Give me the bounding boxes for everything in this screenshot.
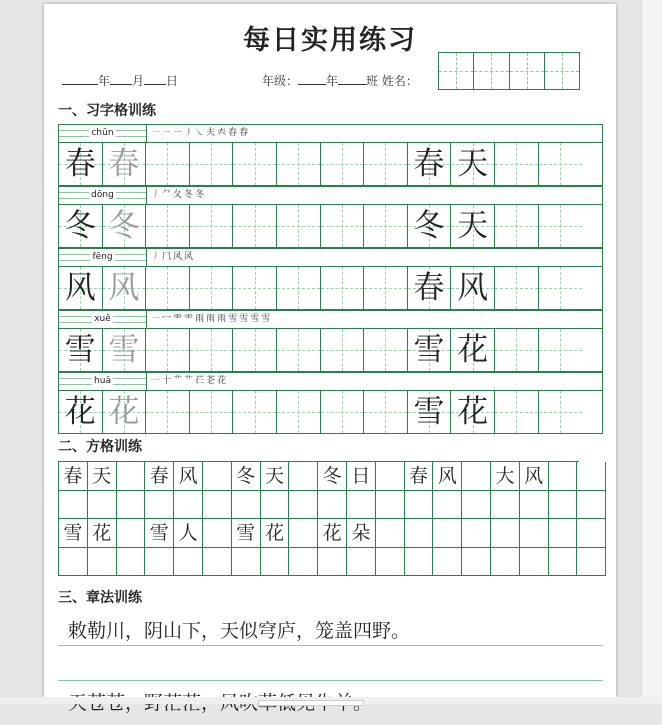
stroke-step: 十 xyxy=(162,376,174,386)
square-cell[interactable]: 雪 xyxy=(59,519,88,548)
model-character: 冬 xyxy=(413,208,445,244)
square-cell[interactable] xyxy=(174,491,203,520)
stroke-step: 丿 xyxy=(151,190,163,200)
square-cell[interactable] xyxy=(261,548,290,577)
square-cell[interactable] xyxy=(577,519,606,548)
tian-grid-cell[interactable] xyxy=(495,205,539,247)
square-cell[interactable] xyxy=(491,548,520,577)
square-cell[interactable]: 风 xyxy=(433,462,462,491)
square-cell[interactable] xyxy=(117,462,146,491)
character-row xyxy=(58,328,603,372)
stroke-step: ㇏ xyxy=(195,128,207,138)
pinyin-row xyxy=(58,186,603,204)
tian-grid-cell[interactable] xyxy=(364,391,408,433)
square-row xyxy=(59,519,579,548)
model-character: 雪 xyxy=(413,332,445,368)
stroke-step: 夂 xyxy=(173,190,185,200)
square-cell[interactable] xyxy=(88,548,117,577)
tian-grid-cell[interactable] xyxy=(103,391,147,433)
grade-line xyxy=(262,72,418,89)
practice-row xyxy=(58,124,603,186)
tian-grid-cell[interactable] xyxy=(59,391,103,433)
practice-row xyxy=(58,310,603,372)
pinyin-text: fēng xyxy=(92,252,113,262)
square-cell[interactable] xyxy=(549,548,578,577)
practice-row xyxy=(58,248,603,310)
tian-grid-cell[interactable] xyxy=(277,329,321,371)
practice-row xyxy=(58,372,603,434)
square-cell[interactable] xyxy=(59,548,88,577)
tian-grid-cell[interactable] xyxy=(539,143,583,185)
tian-grid-cell[interactable] xyxy=(321,205,365,247)
pinyin-text: huā xyxy=(94,376,111,386)
square-cell[interactable]: 春 xyxy=(145,462,174,491)
square-cell[interactable] xyxy=(462,462,491,491)
tian-grid-cell[interactable] xyxy=(495,267,539,309)
pinyin-cell xyxy=(59,187,147,204)
tian-grid-cell[interactable] xyxy=(408,267,452,309)
tian-grid-cell[interactable] xyxy=(451,329,495,371)
square-cell[interactable] xyxy=(376,491,405,520)
tian-grid-cell[interactable] xyxy=(495,329,539,371)
stroke-step: 冬 xyxy=(195,190,207,200)
square-cell[interactable] xyxy=(232,491,261,520)
stroke-order xyxy=(147,125,602,142)
page-thumbnail[interactable] xyxy=(258,700,364,706)
tian-grid-cell[interactable] xyxy=(190,391,234,433)
stroke-step: 风 xyxy=(184,252,196,262)
character-row xyxy=(58,266,603,310)
square-cell[interactable] xyxy=(491,519,520,548)
tian-grid-cell[interactable] xyxy=(277,267,321,309)
model-character: 天 xyxy=(457,208,489,244)
square-cell[interactable]: 雪 xyxy=(232,519,261,548)
trace-character: 风 xyxy=(108,270,140,306)
month-label: 月 xyxy=(132,74,145,88)
tian-grid-cell[interactable] xyxy=(277,143,321,185)
trace-character: 花 xyxy=(108,394,140,430)
square-cell[interactable] xyxy=(347,548,376,577)
square-cell[interactable]: 冬 xyxy=(318,462,347,491)
tian-grid-cell[interactable] xyxy=(321,329,365,371)
square-cell[interactable] xyxy=(549,491,578,520)
square-cell[interactable] xyxy=(520,548,549,577)
square-cell[interactable] xyxy=(117,548,146,577)
tian-grid-cell[interactable] xyxy=(59,143,103,185)
tian-grid-cell[interactable] xyxy=(190,329,234,371)
tian-grid-cell[interactable] xyxy=(408,143,452,185)
tian-grid-cell[interactable] xyxy=(59,267,103,309)
model-character: 春 xyxy=(413,146,445,182)
stroke-step: ⻗ xyxy=(184,314,196,324)
tian-grid-cell[interactable] xyxy=(190,143,234,185)
name-boxes[interactable] xyxy=(438,52,580,90)
square-cell[interactable]: 日 xyxy=(347,462,376,491)
square-cell[interactable]: 天 xyxy=(261,462,290,491)
square-cell[interactable] xyxy=(289,462,318,491)
square-cell[interactable] xyxy=(433,491,462,520)
character-row xyxy=(58,390,603,434)
square-cell[interactable]: 风 xyxy=(520,462,549,491)
model-character: 花 xyxy=(457,394,489,430)
stroke-step: 雨 xyxy=(206,314,218,324)
tian-grid-cell[interactable] xyxy=(539,267,583,309)
tian-grid-cell[interactable] xyxy=(233,391,277,433)
tian-grid-cell[interactable] xyxy=(364,329,408,371)
square-cell[interactable] xyxy=(174,548,203,577)
character-row xyxy=(58,204,603,248)
square-cell[interactable] xyxy=(145,548,174,577)
date-line xyxy=(62,72,178,89)
square-row xyxy=(59,548,579,577)
square-cell[interactable]: 冬 xyxy=(232,462,261,491)
character-practice-grid xyxy=(58,124,603,434)
model-character: 春 xyxy=(64,146,96,182)
square-cell[interactable] xyxy=(318,548,347,577)
tian-grid-cell[interactable] xyxy=(451,267,495,309)
tian-grid-cell[interactable] xyxy=(321,391,365,433)
square-cell[interactable] xyxy=(59,491,88,520)
model-character: 风 xyxy=(64,270,96,306)
tian-grid-cell[interactable] xyxy=(59,329,103,371)
square-cell[interactable] xyxy=(549,519,578,548)
stroke-step: ㇐ xyxy=(151,128,163,138)
stroke-step: 芲 xyxy=(206,376,218,386)
square-cell[interactable]: 天 xyxy=(88,462,117,491)
model-character: 冬 xyxy=(64,208,96,244)
tian-grid-cell[interactable] xyxy=(103,329,147,371)
stroke-step: 春 xyxy=(239,128,251,138)
square-grid xyxy=(58,461,579,576)
trace-character: 春 xyxy=(108,146,140,182)
name-label: 姓名： xyxy=(381,74,418,88)
square-cell[interactable] xyxy=(203,519,232,548)
square-cell[interactable] xyxy=(261,491,290,520)
page-title: 每日实用练习 xyxy=(243,25,417,56)
model-character: 花 xyxy=(64,394,96,430)
square-cell[interactable]: 春 xyxy=(59,462,88,491)
square-row xyxy=(59,462,579,491)
pinyin-cell xyxy=(59,125,147,142)
stroke-step: 花 xyxy=(217,376,229,386)
square-cell[interactable] xyxy=(289,519,318,548)
square-cell[interactable]: 风 xyxy=(174,462,203,491)
square-cell[interactable] xyxy=(376,519,405,548)
square-cell[interactable] xyxy=(203,491,232,520)
square-cell[interactable] xyxy=(462,548,491,577)
model-character: 花 xyxy=(457,332,489,368)
stroke-step: 丿 xyxy=(184,128,196,138)
pinyin-row xyxy=(58,124,603,142)
square-cell[interactable] xyxy=(289,548,318,577)
square-cell[interactable] xyxy=(88,491,117,520)
square-cell[interactable]: 花 xyxy=(88,519,117,548)
tian-grid-cell[interactable] xyxy=(321,267,365,309)
square-cell[interactable] xyxy=(405,491,434,520)
stroke-step: 春 xyxy=(228,128,240,138)
stroke-step: 雨 xyxy=(195,314,207,324)
stroke-step: ㇐ xyxy=(162,128,174,138)
square-cell[interactable]: 花 xyxy=(318,519,347,548)
square-cell[interactable]: 春 xyxy=(405,462,434,491)
pinyin-text: xuě xyxy=(94,314,111,324)
tian-grid-cell[interactable] xyxy=(146,143,190,185)
section-1-heading: 一、习字格训练 xyxy=(58,103,156,119)
stroke-order xyxy=(147,373,602,390)
tian-grid-cell[interactable] xyxy=(364,143,408,185)
square-cell[interactable] xyxy=(232,548,261,577)
pinyin-cell xyxy=(59,249,147,266)
stroke-step: 𡗗 xyxy=(217,128,229,138)
stroke-step: 风 xyxy=(173,252,185,262)
pinyin-row xyxy=(58,372,603,390)
square-cell[interactable] xyxy=(577,491,606,520)
tian-grid-cell[interactable] xyxy=(146,391,190,433)
tian-grid-cell[interactable] xyxy=(190,267,234,309)
square-cell[interactable] xyxy=(318,491,347,520)
stroke-order xyxy=(147,311,602,328)
tian-grid-cell[interactable] xyxy=(408,205,452,247)
trace-character: 雪 xyxy=(108,332,140,368)
square-cell[interactable] xyxy=(433,519,462,548)
character-row xyxy=(58,142,603,186)
class-label: 班 xyxy=(366,74,379,88)
practice-row xyxy=(58,186,603,248)
stroke-order xyxy=(147,187,602,204)
section-2-heading: 二、方格训练 xyxy=(58,439,142,455)
square-cell[interactable] xyxy=(462,491,491,520)
day-label: 日 xyxy=(166,74,179,88)
year-label: 年 xyxy=(98,74,111,88)
vertical-scrollbar[interactable] xyxy=(641,0,662,704)
trace-character: 冬 xyxy=(108,208,140,244)
square-cell[interactable] xyxy=(145,491,174,520)
tian-grid-cell[interactable] xyxy=(233,143,277,185)
square-cell[interactable] xyxy=(117,519,146,548)
stroke-step: 冬 xyxy=(184,190,196,200)
tian-grid-cell[interactable] xyxy=(146,267,190,309)
stroke-step: 一 xyxy=(151,376,163,386)
stroke-order xyxy=(147,249,602,266)
stroke-step: ㇐ xyxy=(151,314,163,324)
tian-grid-cell[interactable] xyxy=(233,205,277,247)
stroke-step: 艹 xyxy=(173,376,185,386)
tian-grid-cell[interactable] xyxy=(495,143,539,185)
stroke-step: 艹 xyxy=(184,376,196,386)
square-cell[interactable] xyxy=(289,491,318,520)
square-cell[interactable] xyxy=(491,491,520,520)
pinyin-text: dōng xyxy=(91,190,114,200)
tian-grid-cell[interactable] xyxy=(233,329,277,371)
model-character: 雪 xyxy=(413,394,445,430)
tian-grid-cell[interactable] xyxy=(364,205,408,247)
tian-grid-cell[interactable] xyxy=(364,267,408,309)
stroke-step: 雨 xyxy=(217,314,229,324)
tian-grid-cell[interactable] xyxy=(408,329,452,371)
square-cell[interactable] xyxy=(520,491,549,520)
stroke-step: 夫 xyxy=(206,128,218,138)
stroke-step: 丿 xyxy=(151,252,163,262)
stroke-step: ㇐ xyxy=(173,128,185,138)
square-cell[interactable] xyxy=(520,519,549,548)
grade-year-label: 年 xyxy=(326,74,339,88)
tian-grid-cell[interactable] xyxy=(233,267,277,309)
square-cell[interactable]: 雪 xyxy=(145,519,174,548)
model-character: 春 xyxy=(413,270,445,306)
square-cell[interactable] xyxy=(433,548,462,577)
worksheet-page xyxy=(44,4,616,698)
tian-grid-cell[interactable] xyxy=(59,205,103,247)
pinyin-row xyxy=(58,310,603,328)
square-cell[interactable] xyxy=(577,548,606,577)
square-cell[interactable] xyxy=(549,462,578,491)
stroke-step: ⻗ xyxy=(173,314,185,324)
grade-label: 年级： xyxy=(262,74,299,88)
stroke-step: 雪 xyxy=(228,314,240,324)
tian-grid-cell[interactable] xyxy=(103,143,147,185)
square-cell[interactable]: 花 xyxy=(261,519,290,548)
section-3-heading: 三、章法训练 xyxy=(58,590,142,606)
model-character: 天 xyxy=(457,146,489,182)
stroke-step: 雪 xyxy=(261,314,273,324)
tian-grid-cell[interactable] xyxy=(451,143,495,185)
square-cell[interactable] xyxy=(117,491,146,520)
tian-grid-cell[interactable] xyxy=(408,391,452,433)
square-cell[interactable] xyxy=(376,548,405,577)
square-cell[interactable]: 朵 xyxy=(347,519,376,548)
tian-grid-cell[interactable] xyxy=(103,205,147,247)
text-line-1: 敕勒川，阴山下，天似穹庐，笼盖四野。 xyxy=(58,617,603,646)
pinyin-cell xyxy=(59,373,147,390)
square-cell[interactable] xyxy=(203,548,232,577)
square-cell[interactable] xyxy=(405,519,434,548)
tian-grid-cell[interactable] xyxy=(277,205,321,247)
square-cell[interactable] xyxy=(462,519,491,548)
model-character: 雪 xyxy=(64,332,96,368)
tian-grid-cell[interactable] xyxy=(277,391,321,433)
tian-grid-cell[interactable] xyxy=(539,205,583,247)
model-character: 风 xyxy=(457,270,489,306)
tian-grid-cell[interactable] xyxy=(146,205,190,247)
pinyin-cell xyxy=(59,311,147,328)
square-cell[interactable]: 人 xyxy=(174,519,203,548)
square-cell[interactable] xyxy=(376,462,405,491)
square-cell[interactable]: 大 xyxy=(491,462,520,491)
tian-grid-cell[interactable] xyxy=(495,391,539,433)
stroke-step: 雪 xyxy=(239,314,251,324)
tian-grid-cell[interactable] xyxy=(451,391,495,433)
stroke-step: 冖 xyxy=(162,314,174,324)
square-cell[interactable] xyxy=(405,548,434,577)
tian-grid-cell[interactable] xyxy=(539,391,583,433)
stroke-step: 雪 xyxy=(250,314,262,324)
tian-grid-cell[interactable] xyxy=(321,143,365,185)
stroke-step: ⺇ xyxy=(162,252,174,262)
tian-grid-cell[interactable] xyxy=(103,267,147,309)
stroke-step: ⺈ xyxy=(162,190,174,200)
tian-grid-cell[interactable] xyxy=(146,329,190,371)
square-cell[interactable] xyxy=(203,462,232,491)
pinyin-row xyxy=(58,248,603,266)
stroke-step: 芢 xyxy=(195,376,207,386)
tian-grid-cell[interactable] xyxy=(451,205,495,247)
tian-grid-cell[interactable] xyxy=(539,329,583,371)
square-row xyxy=(59,491,579,520)
tian-grid-cell[interactable] xyxy=(190,205,234,247)
square-cell[interactable] xyxy=(347,491,376,520)
square-cell[interactable] xyxy=(577,462,606,491)
pinyin-text: chūn xyxy=(91,128,114,138)
